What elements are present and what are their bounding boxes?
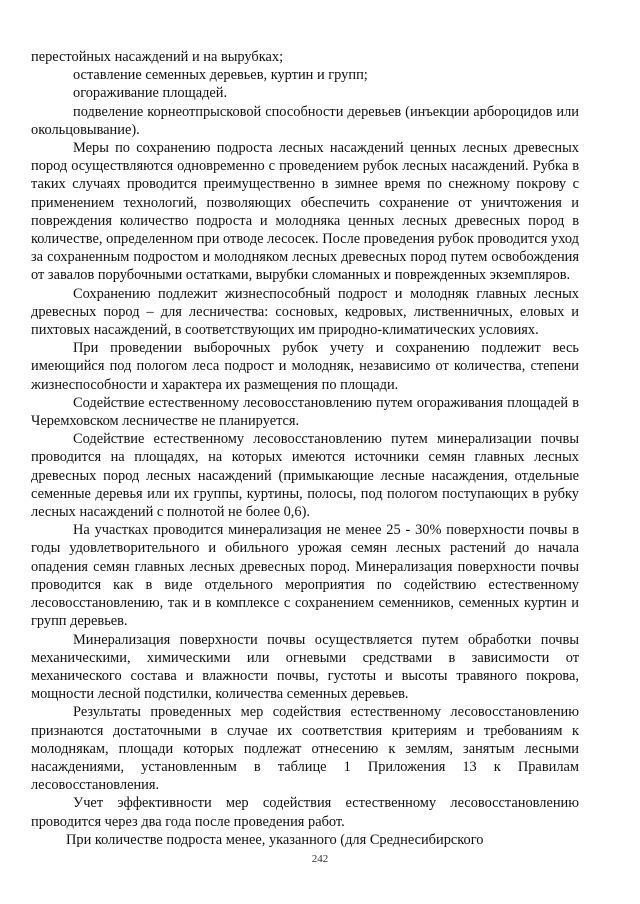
paragraph: При проведении выборочных рубок учету и сохранению подлежит весь имеющийся под пологом леса подрост и молодняк, независимо от количества, степени жизнеспособности и характера их размещения по площади. [31, 340, 579, 393]
list-item: подвеление корнеотпрысковой способности деревьев (инъекции арбороцидов или окольцовывание). [31, 103, 579, 138]
paragraph: Минерализация поверхности почвы осуществляется путем обработки почвы механическими, химическими или огневыми средствами в зависимости от механического состава и влажности почвы, густоты и высоты травяного покрова, мощности лесной подстилки, количества семенных деревьев. [31, 631, 579, 703]
paragraph: перестойных насаждений и на вырубках; [31, 49, 284, 65]
paragraph: Содействие естественному лесовосстановлению путем огораживания площадей в Черемховском лесничестве не планируется. [31, 394, 579, 430]
list-item: огораживание площадей. [73, 85, 228, 102]
list-item: оставление семенных деревьев, куртин и групп; [73, 67, 368, 84]
paragraph: На участках проводится минерализация не менее 25 - 30% поверхности почвы в годы удовлетворительного и обильного урожая семян лесных растений до начала опадения семян главных лесных древесных пород. Минерализация поверхности почвы проводится как в виде отдельного мероприятия по содействию естественному лесовосстановлению, так и в комплексе с сохранением семенников, семенных куртин и групп деревьев. [31, 522, 579, 630]
paragraph: Меры по сохранению подроста лесных насаждений ценных лесных древесных пород осуществляются одновременно с проведением рубок лесных насаждений. Рубка в таких случаях проводится преимущественно в зимнее время по снежному покрову с применением технологий, позволяющих обеспечить сохранение от уничтожения и повреждения количество подроста и молодняка ценных лесных древесных пород в количестве, определенном при отводе лесосек. После проведения рубок проводится уход за сохраненным подростом и молодняком лесных древесных пород путем освобождения от завалов порубочными остатками, вырубки сломанных и поврежденных экземпляров. [31, 140, 579, 284]
paragraph: Результаты проведенных мер содействия естественному лесовосстановлению признаются достаточными в случае их соответствия критериям и требованиям к молоднякам, площади которых подлежат отнесению к землям, занятым лесными насаждениями, установленным в таблице 1 Приложения 13 к Правилам лесовосстановления. [31, 704, 579, 794]
paragraph: Сохранению подлежит жизнеспособный подрост и молодняк главных лесных древесных пород – для лесничества: сосновых, кедровых, лиственничных, еловых и пихтовых насаждений, в соответствующих им природно-климатических условиях. [31, 285, 579, 339]
paragraph: Содействие естественному лесовосстановлению путем минерализации почвы проводится на площадях, на которых имеются источники семян главных лесных древесных пород лесных насаждений (примыкающие лесные насаждения, отдельные семенные деревья или их группы, куртины, полосы, под пологом поступающих в рубку лесных насаждений с полнотой не более 0,6). [31, 431, 579, 521]
paragraph: Учет эффективности мер содействия естественному лесовосстановлению проводится через два года после проведения работ. [31, 795, 579, 830]
page-number: 242 [311, 853, 329, 865]
paragraph: При количестве подроста менее, указанного (для Среднесибирского [66, 831, 484, 848]
body-text [31, 48, 579, 849]
